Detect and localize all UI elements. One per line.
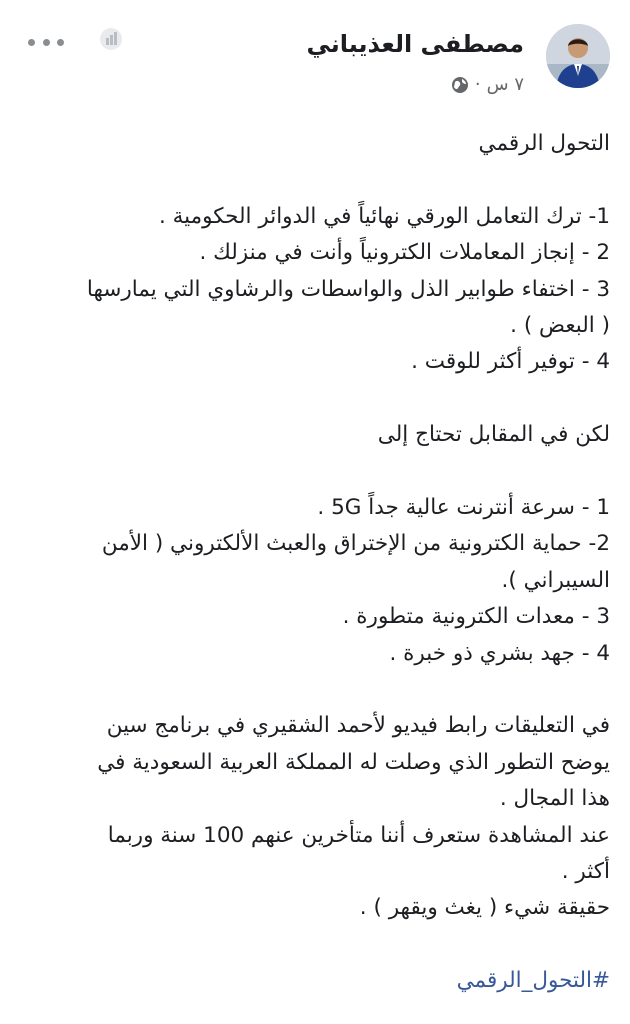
more-dot-icon <box>28 39 35 46</box>
blank-line <box>16 672 610 708</box>
post-line: التحول الرقمي <box>478 131 610 156</box>
more-dot-icon <box>43 39 50 46</box>
globe-icon <box>451 76 469 94</box>
more-dot-icon <box>57 39 64 46</box>
post-line: عند المشاهدة ستعرف أننا متأخرين عنهم 100 سنة وربما <box>107 822 610 848</box>
post-line: ( البعض ) . <box>510 313 610 339</box>
post-line: السيبراني ). <box>501 567 610 593</box>
post-line: 1- ترك التعامل الورقي نهائياً في الدوائر الحكومية . <box>158 203 610 229</box>
post-line: 4 - توفير أكثر للوقت . <box>411 349 610 375</box>
post-header <box>20 24 610 104</box>
post-line: 2- حماية الكترونية من الإختراق والعبث الألكتروني ( الأمن <box>101 531 610 557</box>
post-line: 4 - جهد بشري ذو خبرة . <box>389 640 610 666</box>
avatar-image <box>546 24 610 88</box>
post-line: 3 - معدات الكترونية متطورة . <box>342 604 610 630</box>
post-line: يوضح التطور الذي وصلت له المملكة العربية السعودية في <box>97 749 610 775</box>
post-line: 3 - اختفاء طوابير الذل والواسطات والرشاوي التي يمارسها <box>86 276 610 302</box>
post-line: 2 - إنجاز المعاملات الكترونياً وأنت في منزلك . <box>199 240 610 266</box>
blank-line <box>16 454 610 490</box>
post-line: لكن في المقابل تحتاج إلى <box>377 422 610 448</box>
more-options-button[interactable] <box>28 32 64 52</box>
blank-line <box>16 381 610 417</box>
post-line: في التعليقات رابط فيديو لأحمد الشقيري في برنامج سين <box>106 713 610 739</box>
hashtag-link[interactable]: #التحول_الرقمي <box>456 968 610 994</box>
post-line: هذا المجال . <box>499 786 610 812</box>
post-time[interactable]: ٧ س <box>486 74 524 95</box>
post-body <box>16 126 610 1000</box>
post-line: حقيقة شيء ( يغث ويقهر ) . <box>359 895 610 921</box>
post-line: أكثر . <box>561 859 610 885</box>
stats-icon[interactable] <box>98 26 124 52</box>
blank-line <box>16 162 610 198</box>
post-line: 1 - سرعة أنترنت عالية جداً 5G . <box>317 495 610 521</box>
avatar[interactable] <box>546 24 610 88</box>
post-meta <box>451 74 524 95</box>
meta-separator: · <box>474 74 481 95</box>
blank-line <box>16 927 610 963</box>
author-name[interactable]: مصطفى العذيباني <box>306 30 524 58</box>
